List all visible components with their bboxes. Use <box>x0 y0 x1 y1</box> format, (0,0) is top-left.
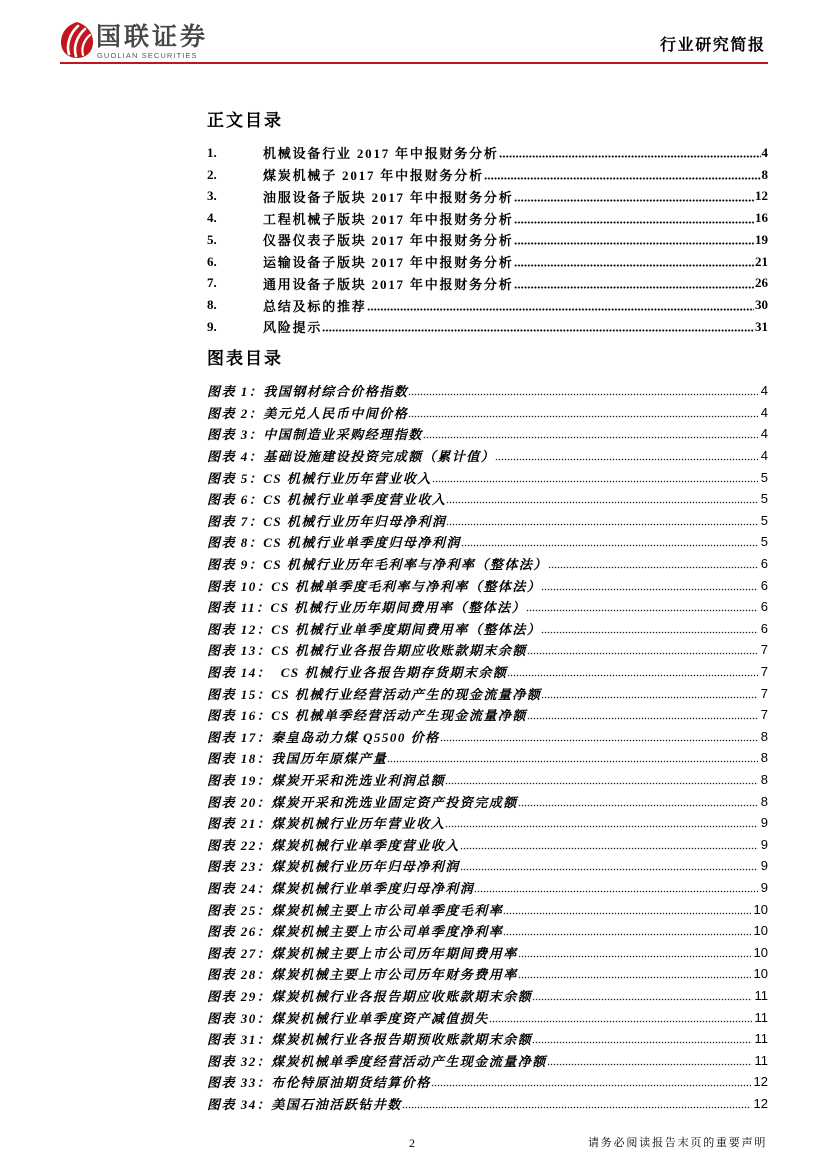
dot-leader <box>548 566 758 569</box>
dot-leader <box>518 976 751 979</box>
dot-leader <box>423 436 758 439</box>
toc-entry-number: 9. <box>207 318 217 334</box>
figure-entry[interactable] <box>207 877 768 899</box>
toc-entry-number: 1. <box>207 144 217 160</box>
toc-entry-title: 煤炭机械子 2017 年中报财务分析 <box>263 168 484 184</box>
figure-entry-page: 6 <box>760 620 768 636</box>
figure-entry-page: 5 <box>760 512 768 528</box>
figure-entry-title: 图表 13：CS 机械行业各报告期应收账款期末余额 <box>207 643 527 659</box>
figure-entry-title: 图表 1：我国钢材综合价格指数 <box>207 384 409 400</box>
toc-entry-title: 油服设备子版块 2017 年中报财务分析 <box>263 189 514 205</box>
figure-entry-page: 5 <box>760 469 768 485</box>
figure-entry-page: 8 <box>760 771 768 787</box>
toc-entry-title: 工程机械子版块 2017 年中报财务分析 <box>263 211 514 227</box>
figure-entry-page: 11 <box>754 1031 768 1047</box>
figure-entry[interactable] <box>207 704 768 726</box>
figure-entry-page: 11 <box>754 987 768 1003</box>
dot-leader <box>518 804 758 807</box>
dot-leader <box>507 674 757 677</box>
figure-list <box>207 380 768 1114</box>
figure-entry[interactable] <box>207 941 768 963</box>
figure-entry[interactable] <box>207 769 768 791</box>
dot-leader <box>431 1084 751 1087</box>
toc-entry-title: 机械设备行业 2017 年中报财务分析 <box>263 146 499 162</box>
dot-leader <box>503 912 750 915</box>
toc-entry-page: 26 <box>755 275 768 291</box>
figure-entry[interactable] <box>207 596 768 618</box>
dot-leader <box>503 933 750 936</box>
figure-entry-page: 9 <box>760 858 768 874</box>
company-logo-name: 国联证券 <box>96 23 209 51</box>
figure-entry[interactable] <box>207 898 768 920</box>
dot-leader <box>445 782 758 785</box>
figure-entry[interactable] <box>207 747 768 769</box>
dot-leader <box>541 588 757 591</box>
figure-entry[interactable] <box>207 618 768 640</box>
figure-entry-page: 6 <box>760 577 768 593</box>
toc-entry-page: 19 <box>755 231 768 247</box>
dot-leader <box>460 868 758 871</box>
toc-entry[interactable] <box>207 142 768 164</box>
toc-entry-number: 2. <box>207 166 217 182</box>
figure-entry-page: 8 <box>760 728 768 744</box>
toc-entry-page: 12 <box>755 188 768 204</box>
figure-entry[interactable] <box>207 445 768 467</box>
figure-entry-page: 9 <box>760 815 768 831</box>
dot-leader <box>527 717 758 720</box>
figure-entry-page: 9 <box>760 836 768 852</box>
dot-leader <box>541 631 757 634</box>
toc-entry-page: 16 <box>755 210 768 226</box>
figure-entry[interactable] <box>207 639 768 661</box>
figure-entry-title: 图表 32：煤炭机械单季度经营活动产生现金流量净额 <box>207 1053 547 1069</box>
figure-entry-title: 图表 21：煤炭机械行业历年营业收入 <box>207 816 446 832</box>
dot-leader <box>547 1063 752 1066</box>
figure-entry-page: 10 <box>753 944 768 960</box>
figure-entry-title: 图表 20：煤炭开采和洗选业固定资产投资完成额 <box>207 794 518 810</box>
figure-entry[interactable] <box>207 1049 768 1071</box>
dot-leader <box>446 501 757 504</box>
figure-entry[interactable] <box>207 790 768 812</box>
toc-entry[interactable] <box>207 273 768 295</box>
figure-entry-page: 11 <box>754 1052 768 1068</box>
figure-entry[interactable] <box>207 963 768 985</box>
figure-entry[interactable] <box>207 553 768 575</box>
dot-leader <box>432 480 758 483</box>
figure-entry-title: 图表 11：CS 机械行业历年期间费用率（整体法） <box>207 600 527 616</box>
dot-leader <box>514 286 755 289</box>
figure-entry-page: 7 <box>760 664 768 680</box>
dot-leader <box>461 544 758 547</box>
toc-entry-page: 8 <box>761 166 768 182</box>
dot-leader <box>532 998 751 1001</box>
dot-leader <box>408 393 758 396</box>
figure-entry[interactable] <box>207 1093 768 1115</box>
dot-leader <box>514 264 755 267</box>
dot-leader <box>446 523 757 526</box>
toc-entry-number: 5. <box>207 231 217 247</box>
figure-entry[interactable] <box>207 1006 768 1028</box>
figure-entry-title: 图表 9：CS 机械行业历年毛利率与净利率（整体法） <box>207 557 548 573</box>
disclaimer-note: 请务必阅读报告末页的重要声明 <box>588 1137 768 1149</box>
dot-leader <box>387 760 758 763</box>
dot-leader <box>440 739 758 742</box>
figure-entry-title: 图表 33：布伦特原油期货结算价格 <box>207 1075 431 1091</box>
toc-title: 正文目录 <box>207 111 283 130</box>
figure-entry-title: 图表 22：煤炭机械行业单季度营业收入 <box>207 837 460 853</box>
dot-leader <box>402 1106 751 1109</box>
figure-entry[interactable] <box>207 682 768 704</box>
figure-entry[interactable] <box>207 985 768 1007</box>
figure-entry-title: 图表 15：CS 机械行业经营活动产生的现金流量净额 <box>207 686 542 702</box>
figure-entry-title: 图表 14： CS 机械行业各报告期存货期末余额 <box>207 665 508 681</box>
figure-entry-page: 8 <box>760 793 768 809</box>
toc-entry-number: 3. <box>207 188 217 204</box>
figure-entry-title: 图表 16：CS 机械单季经营活动产生现金流量净额 <box>207 708 527 724</box>
figure-entry-title: 图表 2：美元兑人民币中间价格 <box>207 405 409 421</box>
figure-entry-page: 8 <box>760 750 768 766</box>
figure-entry[interactable] <box>207 833 768 855</box>
figure-entry-page: 4 <box>760 426 768 442</box>
toc-entry-page: 4 <box>761 144 768 160</box>
dot-leader <box>367 308 754 311</box>
figure-entry-page: 10 <box>753 966 768 982</box>
figure-entry-page: 7 <box>760 707 768 723</box>
dot-leader <box>532 1041 751 1044</box>
figure-entry[interactable] <box>207 812 768 834</box>
figure-entry-title: 图表 8：CS 机械行业单季度归母净利润 <box>207 535 461 551</box>
figure-entry-title: 图表 27：煤炭机械主要上市公司历年期间费用率 <box>207 945 518 961</box>
figure-entry-title: 图表 12：CS 机械行业单季度期间费用率（整体法） <box>207 621 542 637</box>
figure-entry-title: 图表 3：中国制造业采购经理指数 <box>207 427 423 443</box>
dot-leader <box>484 177 761 180</box>
report-type-label: 行业研究简报 <box>660 37 766 54</box>
figure-entry-page: 7 <box>760 642 768 658</box>
figure-entry-title: 图表 7：CS 机械行业历年归母净利润 <box>207 513 447 529</box>
figure-entry-title: 图表 28：煤炭机械主要上市公司历年财务费用率 <box>207 967 518 983</box>
company-logo-english: GUOLIAN SECURITIES <box>97 51 198 60</box>
toc-entry[interactable] <box>207 229 768 251</box>
figure-entry-page: 12 <box>753 1074 768 1090</box>
dot-leader <box>408 415 758 418</box>
figure-entry[interactable] <box>207 402 768 424</box>
figure-entry-title: 图表 5：CS 机械行业历年营业收入 <box>207 470 432 486</box>
figure-entry-title: 图表 10：CS 机械单季度毛利率与净利率（整体法） <box>207 578 542 594</box>
dot-leader <box>514 242 755 245</box>
toc-entry-title: 通用设备子版块 2017 年中报财务分析 <box>263 276 514 292</box>
figure-entry[interactable] <box>207 920 768 942</box>
figure-entry-title: 图表 29：煤炭机械行业各报告期应收账款期末余额 <box>207 988 533 1004</box>
figure-entry-page: 4 <box>760 448 768 464</box>
figure-entry-title: 图表 24：煤炭机械行业单季度归母净利润 <box>207 880 475 896</box>
toc-entry-title: 总结及标的推荐 <box>263 298 367 314</box>
figure-entry-title: 图表 34：美国石油活跃钻井数 <box>207 1096 402 1112</box>
figure-entry-title: 图表 6：CS 机械行业单季度营业收入 <box>207 492 447 508</box>
toc-entry-number: 6. <box>207 253 217 269</box>
figure-entry-title: 图表 31：煤炭机械行业各报告期预收账款期末余额 <box>207 1032 533 1048</box>
figure-entry-page: 12 <box>753 1095 768 1111</box>
figure-entry-title: 图表 4：基础设施建设投资完成额（累计值） <box>207 449 496 465</box>
figure-entry[interactable] <box>207 726 768 748</box>
figure-entry[interactable] <box>207 661 768 683</box>
toc-entry[interactable] <box>207 316 768 338</box>
figure-entry[interactable] <box>207 531 768 553</box>
dot-leader <box>541 696 757 699</box>
toc-list <box>207 142 768 338</box>
figure-entry-page: 9 <box>760 879 768 895</box>
toc-entry-page: 31 <box>755 318 768 334</box>
figure-entry-page: 6 <box>760 556 768 572</box>
toc-entry-title: 仪器仪表子版块 2017 年中报财务分析 <box>263 233 514 249</box>
figure-entry-title: 图表 30：煤炭机械行业单季度资产减值损失 <box>207 1010 489 1026</box>
dot-leader <box>474 890 758 893</box>
figure-entry-page: 5 <box>760 534 768 550</box>
figure-entry[interactable] <box>207 380 768 402</box>
toc-entry[interactable] <box>207 164 768 186</box>
toc-entry[interactable] <box>207 294 768 316</box>
figure-entry-title: 图表 18：我国历年原煤产量 <box>207 751 388 767</box>
toc-entry[interactable] <box>207 251 768 273</box>
dot-leader <box>489 1020 752 1023</box>
toc-entry[interactable] <box>207 207 768 229</box>
dot-leader <box>322 329 754 332</box>
toc-entry-page: 21 <box>755 253 768 269</box>
figure-entry-title: 图表 26：煤炭机械主要上市公司单季度净利率 <box>207 924 504 940</box>
figure-entry-page: 5 <box>760 491 768 507</box>
dot-leader <box>514 221 755 224</box>
figure-entry[interactable] <box>207 1028 768 1050</box>
page-number: 2 <box>409 1136 415 1150</box>
figure-entry[interactable] <box>207 466 768 488</box>
dot-leader <box>514 199 755 202</box>
figure-entry[interactable] <box>207 1071 768 1093</box>
figure-entry-page: 6 <box>760 599 768 615</box>
company-logo-icon <box>60 20 94 60</box>
dot-leader <box>527 652 758 655</box>
figure-entry[interactable] <box>207 423 768 445</box>
figure-entry-page: 10 <box>753 901 768 917</box>
toc-entry-number: 7. <box>207 275 217 291</box>
toc-entry[interactable] <box>207 186 768 208</box>
toc-entry-title: 风险提示 <box>263 320 323 336</box>
figure-entry[interactable] <box>207 488 768 510</box>
header-divider <box>60 62 768 64</box>
figure-entry-title: 图表 23：煤炭机械行业历年归母净利润 <box>207 859 460 875</box>
dot-leader <box>526 609 758 612</box>
dot-leader <box>499 155 761 158</box>
figure-entry-page: 10 <box>753 923 768 939</box>
figure-entry-title: 图表 25：煤炭机械主要上市公司单季度毛利率 <box>207 902 504 918</box>
toc-entry-number: 4. <box>207 210 217 226</box>
dot-leader <box>460 847 758 850</box>
figures-title: 图表目录 <box>207 349 283 368</box>
figure-entry-title: 图表 17：秦皇岛动力煤 Q5500 价格 <box>207 729 440 745</box>
toc-entry-page: 30 <box>755 297 768 313</box>
figure-entry-page: 4 <box>760 404 768 420</box>
toc-entry-title: 运输设备子版块 2017 年中报财务分析 <box>263 255 514 271</box>
figure-entry-title: 图表 19：煤炭开采和洗选业利润总额 <box>207 772 446 788</box>
figure-entry[interactable] <box>207 574 768 596</box>
dot-leader <box>518 955 751 958</box>
figure-entry[interactable] <box>207 855 768 877</box>
figure-entry[interactable] <box>207 510 768 532</box>
dot-leader <box>445 825 758 828</box>
figure-entry-page: 11 <box>754 1009 768 1025</box>
figure-entry-page: 4 <box>760 383 768 399</box>
dot-leader <box>495 458 758 461</box>
toc-entry-number: 8. <box>207 297 217 313</box>
figure-entry-page: 7 <box>760 685 768 701</box>
